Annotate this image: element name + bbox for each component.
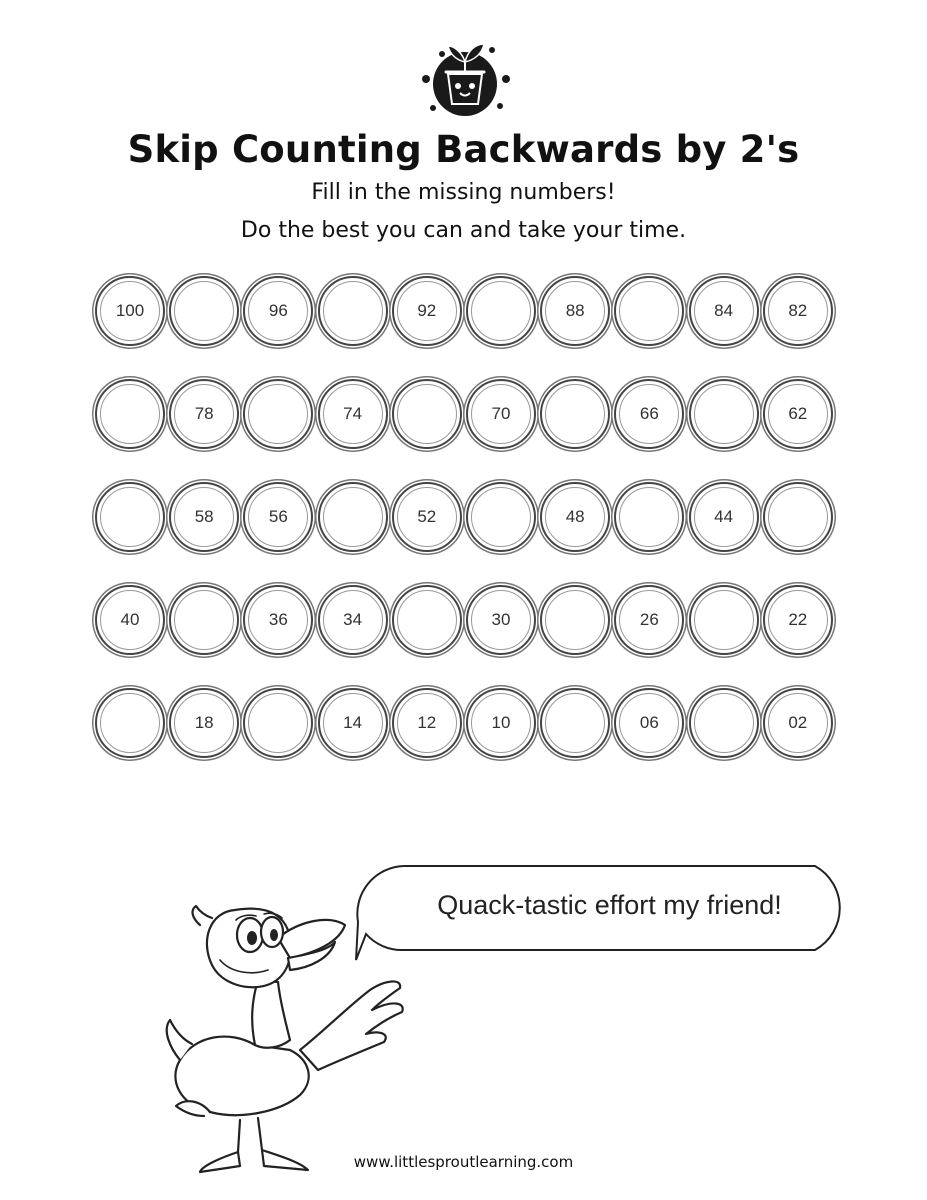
speech-bubble-text: Quack-tastic effort my friend! [437,890,782,920]
number-circle [392,276,462,346]
number-value: 82 [788,301,808,320]
instruction-line-1: Fill in the missing numbers! [311,180,616,205]
blank-number-circle[interactable] [689,585,759,655]
number-circle [95,585,165,655]
blank-number-circle[interactable] [95,379,165,449]
number-value: 22 [788,610,808,629]
number-circle [392,688,462,758]
number-value: 02 [788,713,808,732]
number-value: 30 [491,610,511,629]
number-value: 34 [343,610,363,629]
blank-number-circle[interactable] [243,688,313,758]
blank-number-circle[interactable] [243,379,313,449]
number-value: 40 [120,610,140,629]
number-circle [95,276,165,346]
number-circle [614,688,684,758]
number-circle [243,276,313,346]
number-value: 70 [491,404,511,423]
number-value: 44 [714,507,734,526]
number-value: 74 [343,404,363,423]
blank-number-circle[interactable] [169,585,239,655]
blank-number-circle[interactable] [318,482,388,552]
blank-number-circle[interactable] [614,276,684,346]
number-value: 58 [194,507,214,526]
blank-number-circle[interactable] [689,688,759,758]
number-circle [392,482,462,552]
number-value: 18 [194,713,214,732]
number-circle [318,688,388,758]
number-value: 84 [714,301,734,320]
number-circle [318,379,388,449]
blank-number-circle[interactable] [392,585,462,655]
number-value: 14 [343,713,363,732]
number-circle [243,482,313,552]
number-circle [763,688,833,758]
number-circle [614,379,684,449]
blank-number-circle[interactable] [540,585,610,655]
number-value: 36 [268,610,288,629]
number-circle [318,585,388,655]
blank-number-circle[interactable] [318,276,388,346]
number-circle [540,482,610,552]
number-row [95,379,855,453]
number-value: 100 [115,301,145,320]
number-value: 66 [639,404,659,423]
number-circle [169,482,239,552]
page-title: Skip Counting Backwards by 2's [127,128,800,171]
number-circle [466,379,536,449]
sprout-pot-logo-icon [418,34,513,118]
blank-number-circle[interactable] [169,276,239,346]
blank-number-circle[interactable] [763,482,833,552]
number-circle [243,585,313,655]
blank-number-circle[interactable] [95,688,165,758]
number-value: 26 [639,610,659,629]
number-value: 78 [194,404,214,423]
number-circle [466,688,536,758]
number-circle [763,379,833,449]
number-value: 62 [788,404,808,423]
blank-number-circle[interactable] [614,482,684,552]
number-value: 48 [565,507,585,526]
number-circle [689,482,759,552]
number-value: 10 [491,713,511,732]
number-circle [169,379,239,449]
blank-number-circle[interactable] [392,379,462,449]
blank-number-circle[interactable] [540,379,610,449]
number-value: 56 [268,507,288,526]
blank-number-circle[interactable] [95,482,165,552]
number-circle [540,276,610,346]
number-circle [763,276,833,346]
website-url: www.littlesproutlearning.com [353,1153,574,1171]
number-row [95,482,855,556]
instruction-line-2: Do the best you can and take your time. [240,218,687,243]
blank-number-circle[interactable] [466,276,536,346]
number-circle [689,276,759,346]
blank-number-circle[interactable] [689,379,759,449]
number-circle [614,585,684,655]
number-value: 88 [565,301,585,320]
number-row [95,585,855,659]
number-value: 12 [417,713,437,732]
number-value: 52 [417,507,437,526]
number-row [95,688,855,762]
number-circle [169,688,239,758]
number-value: 96 [268,301,288,320]
number-row [95,276,855,350]
number-circle [466,585,536,655]
number-value: 06 [639,713,659,732]
number-value: 92 [417,301,437,320]
blank-number-circle[interactable] [466,482,536,552]
number-circle [763,585,833,655]
blank-number-circle[interactable] [540,688,610,758]
